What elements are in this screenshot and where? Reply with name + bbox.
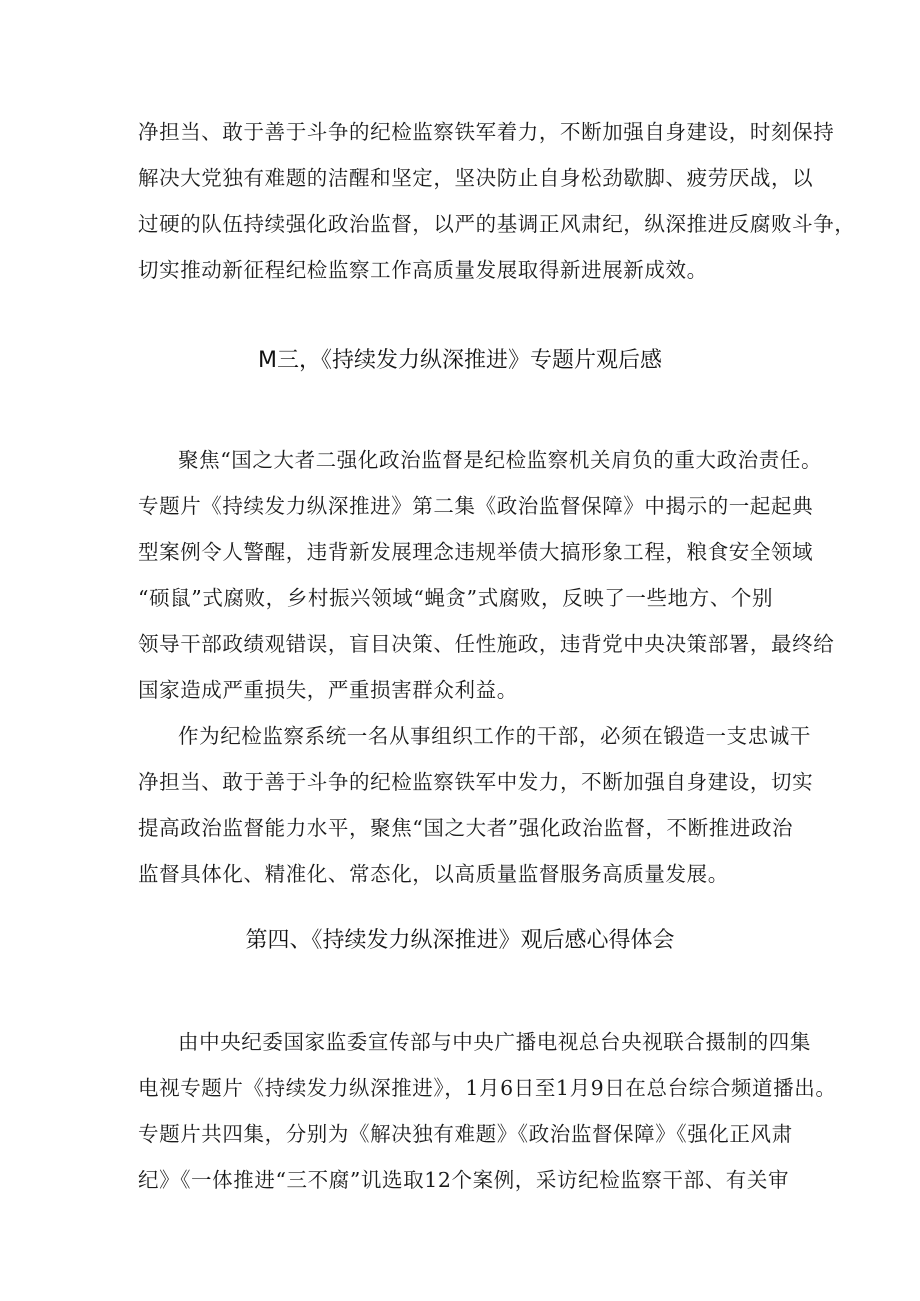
section-heading-4: 第四、《持续发力纵深推进》观后感心得体会 <box>245 928 675 953</box>
paragraph-line: 作为纪检监察系统一名从事组织工作的干部，必须在锻造一支忠诚干 <box>178 724 811 748</box>
paragraph-line: “硕鼠”式腐败，乡村振兴领域“蝇贪”式腐败，反映了一些地方、个别 <box>138 586 774 610</box>
paragraph-line: 聚焦“国之大者二强化政治监督是纪检监察机关肩负的重大政治责任。 <box>178 448 823 472</box>
section-heading-3: M三，《持续发力纵深推进》专题片观后感 <box>258 348 662 373</box>
paragraph-line: 解决大党独有难题的洁醒和坚定，坚决防止自身松劲歇脚、疲劳厌战，以 <box>138 166 814 190</box>
paragraph-line: 国家造成严重损失，严重损害群众利益。 <box>138 678 518 702</box>
paragraph-line: 净担当、敢于善于斗争的纪检监察铁军中发力，不断加强自身建设，切实 <box>138 770 814 794</box>
paragraph-line: 电视专题片《持续发力纵深推进》，1月6日至1月9日在总台综合频道播出。 <box>138 1076 837 1100</box>
paragraph-line: 净担当、敢于善于斗争的纪检监察铁军着力，不断加强自身建设，时刻保持 <box>138 120 835 144</box>
paragraph-line: 由中央纪委国家监委宣传部与中央广播电视总台央视联合摄制的四集 <box>178 1030 811 1054</box>
paragraph-line: 纪》《一体推进“三不腐”讥选取12个案例，采访纪检监察干部、有关审 <box>138 1168 790 1192</box>
paragraph-line: 型案例令人警醒，违背新发展理念违规举债大搞形象工程，粮食安全领域 <box>138 540 814 564</box>
paragraph-line: 专题片共四集，分别为《解决独有难题》《政治监督保障》《强化正风肃 <box>138 1122 793 1146</box>
paragraph-line: 提高政治监督能力水平，聚焦“国之大者”强化政治监督，不断推进政治 <box>138 816 794 840</box>
paragraph-line: 切实推动新征程纪检监察工作高质量发展取得新进展新成效。 <box>138 258 708 282</box>
paragraph-line: 过硬的队伍持续强化政治监督，以严的基调正风肃纪，纵深推进反腐败斗争， <box>138 212 856 236</box>
paragraph-line: 监督具体化、精准化、常态化，以高质量监督服务高质量发展。 <box>138 862 729 886</box>
paragraph-line: 领导干部政绩观错误，盲目决策、任性施政，违背党中央决策部署，最终给 <box>138 632 835 656</box>
paragraph-line: 专题片《持续发力纵深推进》第二集《政治监督保障》中揭示的一起起典 <box>138 494 814 518</box>
